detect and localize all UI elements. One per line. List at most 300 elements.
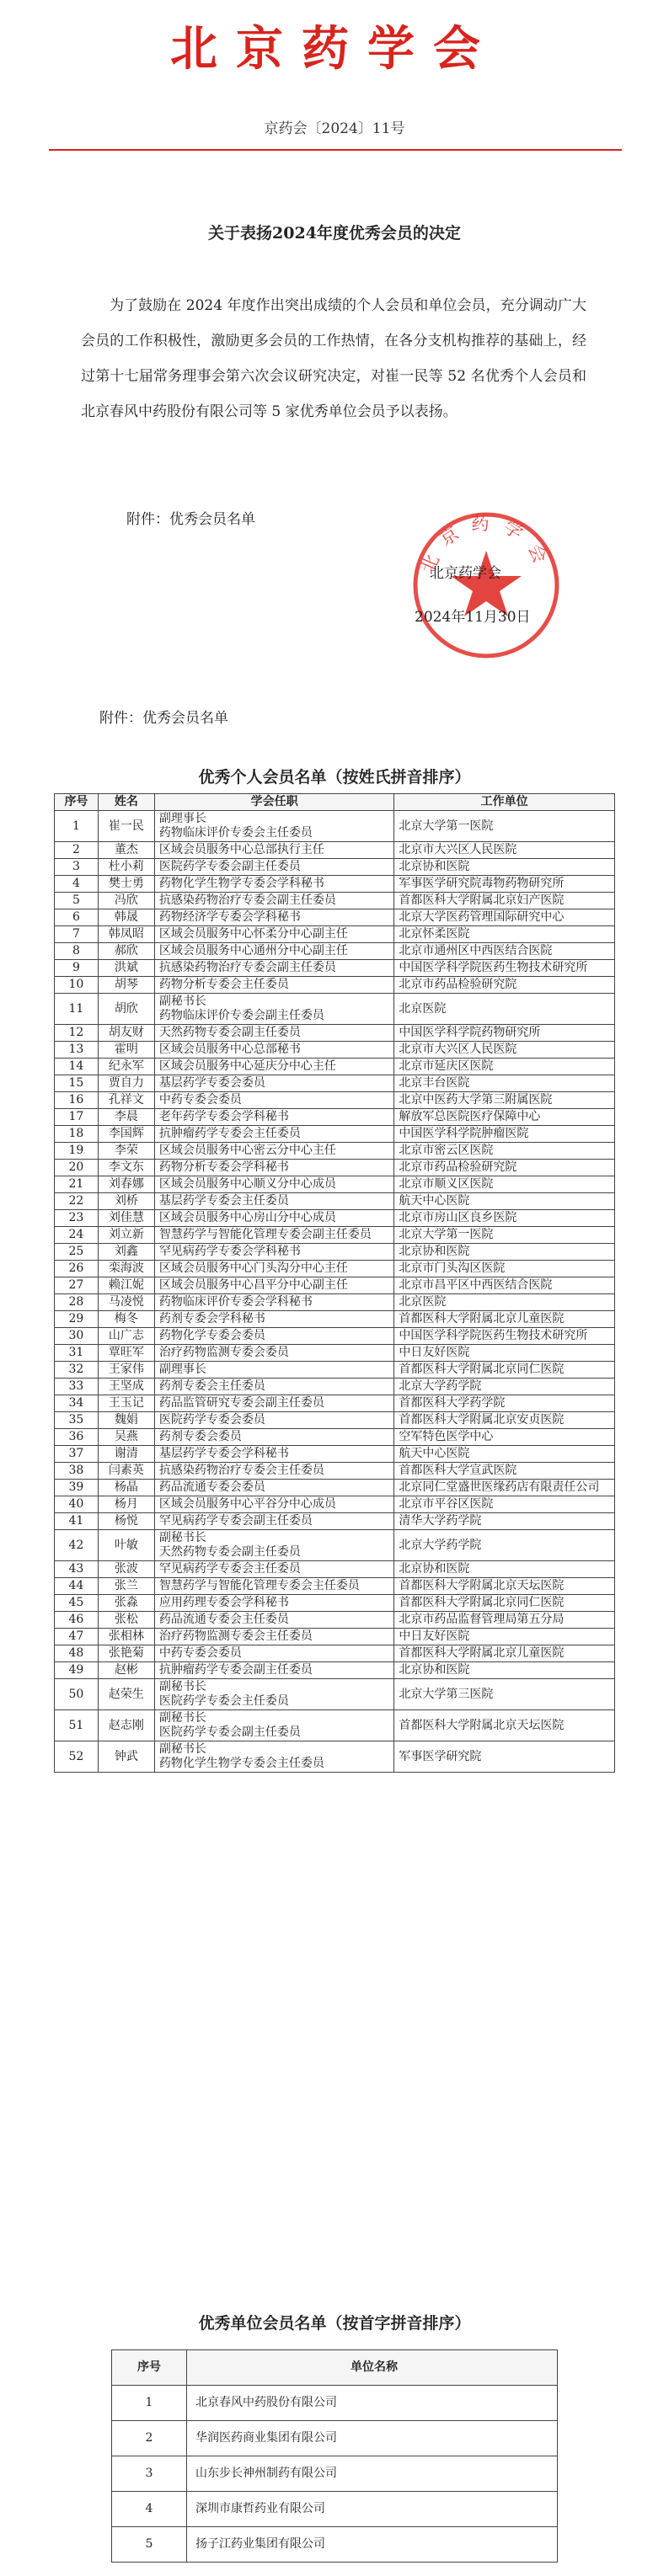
position-line: 基层药学专委会主任委员	[158, 1194, 289, 1208]
member-unit: 航天中心医院	[394, 1193, 615, 1210]
table-row	[55, 1345, 615, 1362]
row-number: 10	[55, 977, 99, 994]
member-unit: 北京同仁堂盛世医缘药店有限责任公司	[394, 1480, 615, 1496]
table-row	[55, 994, 615, 1025]
member-unit: 首都医科大学附属北京安贞医院	[394, 1412, 615, 1429]
member-position	[154, 1042, 394, 1059]
table-row	[55, 1513, 615, 1530]
position-line: 药品流通专委会委员	[158, 1480, 265, 1494]
member-name: 张艳菊	[98, 1645, 154, 1662]
row-number: 29	[55, 1311, 99, 1328]
table-row	[55, 1160, 615, 1176]
member-position	[154, 1395, 394, 1412]
member-position	[154, 842, 394, 859]
member-position	[154, 859, 394, 876]
row-number: 33	[55, 1379, 99, 1395]
row-number: 49	[55, 1662, 99, 1679]
table-row	[55, 1126, 615, 1143]
member-position	[154, 1741, 394, 1773]
member-unit: 北京市门头沟区医院	[394, 1261, 615, 1277]
member-name: 刘佳慧	[98, 1210, 154, 1227]
member-position	[154, 1362, 394, 1379]
header-unit-name: 单位名称	[187, 2350, 558, 2386]
member-unit: 北京大学药学院	[394, 1530, 615, 1561]
row-number: 1	[55, 811, 99, 842]
member-position	[154, 1513, 394, 1530]
member-name: 王家伟	[98, 1362, 154, 1379]
position-line: 药剂专委会主任委员	[158, 1379, 265, 1393]
member-name: 张淼	[98, 1595, 154, 1612]
row-number: 17	[55, 1109, 99, 1126]
member-unit: 首都医科大学附属北京同仁医院	[394, 1362, 615, 1379]
row-number: 23	[55, 1210, 99, 1227]
member-position	[154, 1160, 394, 1176]
position-line: 药物分析专委会学科秘书	[158, 1160, 289, 1174]
position-line: 药物临床评价专委会学科秘书	[158, 1295, 313, 1309]
member-name: 张相林	[98, 1629, 154, 1645]
table-row	[55, 1662, 615, 1679]
table-row	[55, 1612, 615, 1629]
row-number: 42	[55, 1530, 99, 1561]
member-name: 栾海波	[98, 1261, 154, 1277]
red-divider	[49, 149, 622, 151]
member-name: 刘鑫	[98, 1244, 154, 1261]
member-name: 纪永军	[98, 1059, 154, 1075]
member-unit: 北京市平谷区医院	[394, 1496, 615, 1513]
table-header-row	[112, 2350, 558, 2386]
position-line: 副秘书长	[158, 1531, 206, 1544]
unit-members-table	[111, 2349, 558, 2563]
member-unit: 北京大学第三医院	[394, 1679, 615, 1710]
member-position	[154, 1075, 394, 1092]
member-unit: 北京市药品检验研究院	[394, 977, 615, 994]
row-number: 7	[55, 926, 99, 943]
member-position	[154, 1446, 394, 1463]
member-name: 韩晟	[98, 909, 154, 926]
row-number: 20	[55, 1160, 99, 1176]
member-unit: 首都医科大学附属北京同仁医院	[394, 1595, 615, 1612]
row-number: 9	[55, 960, 99, 977]
member-name: 闫素英	[98, 1463, 154, 1480]
table-row	[55, 1362, 615, 1379]
member-position	[154, 960, 394, 977]
row-number: 16	[55, 1092, 99, 1109]
row-number: 13	[55, 1042, 99, 1059]
member-position	[154, 1496, 394, 1513]
member-position	[154, 1092, 394, 1109]
table-row	[55, 1210, 615, 1227]
position-line: 抗肿瘤药学专委会主任委员	[158, 1127, 301, 1140]
document-number: 京药会〔2024〕11号	[264, 120, 405, 137]
row-number: 52	[55, 1741, 99, 1773]
member-position	[154, 909, 394, 926]
member-unit: 北京市房山区良乡医院	[394, 1210, 615, 1227]
member-unit: 军事医学研究院	[394, 1741, 615, 1773]
row-number: 11	[55, 994, 99, 1025]
member-position	[154, 1294, 394, 1311]
table-row	[55, 1595, 615, 1612]
position-line: 基层药学专委会学科秘书	[158, 1447, 289, 1460]
member-position	[154, 1176, 394, 1193]
member-name: 杨晶	[98, 1480, 154, 1496]
table-row	[55, 1193, 615, 1210]
row-number: 39	[55, 1480, 99, 1496]
member-name: 赵荣生	[98, 1679, 154, 1710]
position-line: 区域会员服务中心总部秘书	[158, 1043, 301, 1056]
row-number: 4	[112, 2492, 187, 2527]
row-number: 41	[55, 1513, 99, 1530]
header-no: 序号	[55, 794, 99, 811]
position-line: 区域会员服务中心门头沟分中心主任	[158, 1261, 348, 1275]
position-line: 区域会员服务中心总部执行主任	[158, 843, 324, 856]
member-name: 梅冬	[98, 1311, 154, 1328]
position-line: 智慧药学与智能化管理专委会主任委员	[158, 1579, 360, 1592]
member-unit: 首都医科大学附属北京儿童医院	[394, 1645, 615, 1662]
row-number: 5	[55, 893, 99, 909]
table-row	[55, 893, 615, 909]
position-line: 罕见病药学专委会副主任委员	[158, 1514, 313, 1528]
member-unit: 中日友好医院	[394, 1345, 615, 1362]
table-row	[55, 1741, 615, 1773]
position-line: 区域会员服务中心怀柔分中心副主任	[158, 927, 348, 941]
unit-name: 扬子江药业集团有限公司	[187, 2527, 558, 2563]
member-name: 王坚成	[98, 1379, 154, 1395]
official-seal	[408, 507, 565, 664]
member-name: 郝欣	[98, 943, 154, 960]
table-row	[55, 859, 615, 876]
member-position	[154, 926, 394, 943]
row-number: 1	[112, 2386, 187, 2421]
row-number: 26	[55, 1261, 99, 1277]
position-line: 罕见病药学专委会主任委员	[158, 1562, 301, 1576]
member-position	[154, 1328, 394, 1345]
member-unit: 首都医科大学药学院	[394, 1395, 615, 1412]
table-row	[55, 1429, 615, 1446]
member-name: 董杰	[98, 842, 154, 859]
member-name: 钟武	[98, 1741, 154, 1773]
member-unit: 首都医科大学宣武医院	[394, 1463, 615, 1480]
member-unit: 北京医院	[394, 994, 615, 1025]
member-name: 霍明	[98, 1042, 154, 1059]
header-no: 序号	[112, 2350, 187, 2386]
header-name: 姓名	[98, 794, 154, 811]
row-number: 8	[55, 943, 99, 960]
position-line: 治疗药物监测专委会主任委员	[158, 1629, 313, 1643]
member-position	[154, 1530, 394, 1561]
table-row	[55, 811, 615, 842]
member-unit: 北京大学第一医院	[394, 1227, 615, 1244]
table-row	[55, 1176, 615, 1193]
signing-date: 2024年11月30日	[415, 609, 531, 626]
position-line: 治疗药物监测专委会委员	[158, 1346, 289, 1359]
table-row	[55, 1328, 615, 1345]
unit-name: 山东步长神州制药有限公司	[187, 2456, 558, 2492]
member-name: 魏娟	[98, 1412, 154, 1429]
row-number: 14	[55, 1059, 99, 1075]
seal-text: 北京药学会	[417, 513, 555, 578]
member-position	[154, 1244, 394, 1261]
row-number: 25	[55, 1244, 99, 1261]
member-position	[154, 1311, 394, 1328]
member-position	[154, 1710, 394, 1741]
position-line: 副理事长	[158, 1363, 206, 1376]
member-name: 吴燕	[98, 1429, 154, 1446]
member-name: 李文东	[98, 1160, 154, 1176]
member-name: 刘立新	[98, 1227, 154, 1244]
member-unit: 北京协和医院	[394, 859, 615, 876]
document-title: 关于表扬2024年度优秀会员的决定	[208, 224, 461, 243]
member-position	[154, 1025, 394, 1042]
member-unit: 首都医科大学附属北京天坛医院	[394, 1710, 615, 1741]
member-position	[154, 811, 394, 842]
position-line: 罕见病药学专委会学科秘书	[158, 1245, 301, 1258]
position-line: 药物化学专委会委员	[158, 1329, 265, 1342]
member-unit: 北京怀柔医院	[394, 926, 615, 943]
position-line: 药物分析专委会主任委员	[158, 978, 289, 991]
individual-members-table	[54, 793, 615, 1773]
row-number: 47	[55, 1629, 99, 1645]
member-position	[154, 1143, 394, 1160]
member-name: 山广志	[98, 1328, 154, 1345]
position-line: 药物临床评价专委会副主任委员	[158, 1009, 324, 1022]
table-row	[55, 977, 615, 994]
member-unit: 清华大学药学院	[394, 1513, 615, 1530]
position-line: 区域会员服务中心顺义分中心成员	[158, 1177, 336, 1191]
member-position	[154, 1193, 394, 1210]
row-number: 43	[55, 1561, 99, 1578]
member-position	[154, 1679, 394, 1710]
table-row	[55, 1530, 615, 1561]
member-unit: 北京大学第一医院	[394, 811, 615, 842]
row-number: 36	[55, 1429, 99, 1446]
member-name: 崔一民	[98, 811, 154, 842]
position-line: 副秘书长	[158, 1711, 206, 1725]
position-line: 副秘书长	[158, 1680, 206, 1693]
position-line: 区域会员服务中心昌平分中心副主任	[158, 1278, 348, 1292]
member-unit: 北京中医药大学第三附属医院	[394, 1092, 615, 1109]
member-unit: 北京市顺义区医院	[394, 1176, 615, 1193]
member-name: 张兰	[98, 1578, 154, 1595]
member-name: 赖江妮	[98, 1277, 154, 1294]
table-row	[55, 1710, 615, 1741]
table-row	[55, 1059, 615, 1075]
position-line: 区域会员服务中心延庆分中心主任	[158, 1059, 336, 1073]
table-row	[55, 1480, 615, 1496]
member-unit: 中国医学科学院医药生物技术研究所	[394, 960, 615, 977]
position-line: 药物化学生物学专委会学科秘书	[158, 877, 324, 890]
member-unit: 北京协和医院	[394, 1244, 615, 1261]
row-number: 4	[55, 876, 99, 893]
attachment-label: 附件：优秀会员名单	[99, 710, 228, 727]
position-line: 药剂专委会委员	[158, 1430, 242, 1443]
position-line: 副理事长	[158, 812, 206, 825]
row-number: 22	[55, 1193, 99, 1210]
table-row	[55, 1294, 615, 1311]
row-number: 6	[55, 909, 99, 926]
row-number: 2	[112, 2421, 187, 2456]
member-name: 李荣	[98, 1143, 154, 1160]
document-body	[81, 288, 586, 429]
unit-list-title: 优秀单位会员名单（按首字拼音排序）	[198, 2314, 471, 2333]
member-unit: 中日友好医院	[394, 1629, 615, 1645]
position-line: 区域会员服务中心房山分中心成员	[158, 1211, 336, 1224]
position-line: 药物化学生物学专委会主任委员	[158, 1757, 324, 1770]
member-unit: 中国医学科学院医药生物技术研究所	[394, 1328, 615, 1345]
position-line: 抗感染药物治疗专委会副主任委员	[158, 893, 336, 907]
position-line: 药物临床评价专委会主任委员	[158, 826, 313, 840]
row-number: 44	[55, 1578, 99, 1595]
member-name: 赵彬	[98, 1662, 154, 1679]
row-number: 5	[112, 2527, 187, 2563]
unit-name: 北京春风中药股份有限公司	[187, 2386, 558, 2421]
position-line: 抗肿瘤药学专委会副主任委员	[158, 1663, 313, 1677]
row-number: 34	[55, 1395, 99, 1412]
member-position	[154, 1612, 394, 1629]
member-unit: 中国医学科学院肿瘤医院	[394, 1126, 615, 1143]
row-number: 18	[55, 1126, 99, 1143]
member-unit: 北京市药品监督管理局第五分局	[394, 1612, 615, 1629]
member-unit: 北京市密云区医院	[394, 1143, 615, 1160]
member-unit: 北京协和医院	[394, 1561, 615, 1578]
position-line: 应用药理专委会学科秘书	[158, 1596, 289, 1609]
member-position	[154, 1126, 394, 1143]
position-line: 药品流通专委会主任委员	[158, 1613, 289, 1626]
member-name: 樊士勇	[98, 876, 154, 893]
member-unit: 中国医学科学院药物研究所	[394, 1025, 615, 1042]
position-line: 医院药学专委会委员	[158, 1413, 265, 1427]
member-position	[154, 1480, 394, 1496]
position-line: 区域会员服务中心平谷分中心成员	[158, 1497, 336, 1511]
position-line: 抗感染药物治疗专委会副主任委员	[158, 961, 336, 974]
member-position	[154, 1261, 394, 1277]
table-row	[55, 876, 615, 893]
attachment-inline: 附件：优秀会员名单	[126, 511, 255, 528]
member-unit: 北京大学药学院	[394, 1379, 615, 1395]
table-row	[55, 1042, 615, 1059]
table-row	[55, 1679, 615, 1710]
member-name: 胡友财	[98, 1025, 154, 1042]
member-unit: 北京医院	[394, 1294, 615, 1311]
member-position	[154, 1429, 394, 1446]
member-name: 张波	[98, 1561, 154, 1578]
signer: 北京药学会	[430, 565, 501, 582]
position-line: 区域会员服务中心通州分中心副主任	[158, 944, 348, 957]
member-name: 李晨	[98, 1109, 154, 1126]
member-position	[154, 1645, 394, 1662]
table-row	[55, 909, 615, 926]
member-name: 杨月	[98, 1496, 154, 1513]
row-number: 45	[55, 1595, 99, 1612]
member-name: 刘桥	[98, 1193, 154, 1210]
member-name: 张松	[98, 1612, 154, 1629]
member-unit: 解放军总医院医疗保障中心	[394, 1109, 615, 1126]
table-row	[55, 960, 615, 977]
position-line: 中药专委会委员	[158, 1646, 242, 1660]
position-line: 医院药学专委会副主任委员	[158, 1725, 301, 1739]
position-line: 老年药学专委会学科秘书	[158, 1110, 289, 1123]
table-row	[55, 1277, 615, 1294]
member-unit: 北京市昌平区中西医结合医院	[394, 1277, 615, 1294]
member-position	[154, 1277, 394, 1294]
member-name: 孔祥文	[98, 1092, 154, 1109]
table-row	[55, 1227, 615, 1244]
row-number: 48	[55, 1645, 99, 1662]
table-row	[55, 1463, 615, 1480]
member-name: 杨悦	[98, 1513, 154, 1530]
member-unit: 北京市大兴区人民医院	[394, 1042, 615, 1059]
header-position: 学会任职	[154, 794, 394, 811]
table-row	[55, 1379, 615, 1395]
table-row	[112, 2456, 558, 2492]
table-row	[55, 1025, 615, 1042]
member-position	[154, 1059, 394, 1075]
member-position	[154, 994, 394, 1025]
member-unit: 北京市延庆区医院	[394, 1059, 615, 1075]
member-unit: 北京市大兴区人民医院	[394, 842, 615, 859]
row-number: 30	[55, 1328, 99, 1345]
member-position	[154, 1662, 394, 1679]
position-line: 医院药学专委会主任委员	[158, 1694, 289, 1708]
position-line: 副秘书长	[158, 995, 206, 1008]
member-position	[154, 1595, 394, 1612]
table-row	[55, 1561, 615, 1578]
member-position	[154, 1109, 394, 1126]
row-number: 50	[55, 1679, 99, 1710]
table-row	[112, 2492, 558, 2527]
row-number: 2	[55, 842, 99, 859]
member-name: 贾自力	[98, 1075, 154, 1092]
member-name: 马凌悦	[98, 1294, 154, 1311]
row-number: 37	[55, 1446, 99, 1463]
position-line: 中药专委会委员	[158, 1093, 242, 1107]
position-line: 医院药学专委会副主任委员	[158, 860, 301, 873]
table-header-row	[55, 794, 615, 811]
row-number: 46	[55, 1612, 99, 1629]
row-number: 31	[55, 1345, 99, 1362]
member-name: 冯欣	[98, 893, 154, 909]
member-position	[154, 1345, 394, 1362]
member-unit: 首都医科大学附属北京天坛医院	[394, 1578, 615, 1595]
member-unit: 北京大学医药管理国际研究中心	[394, 909, 615, 926]
member-position	[154, 1578, 394, 1595]
position-line: 药品监管研究专委会副主任委员	[158, 1396, 324, 1410]
row-number: 38	[55, 1463, 99, 1480]
row-number: 19	[55, 1143, 99, 1160]
individual-list-title: 优秀个人会员名单（按姓氏拼音排序）	[198, 768, 471, 787]
row-number: 51	[55, 1710, 99, 1741]
row-number: 15	[55, 1075, 99, 1092]
member-unit: 首都医科大学附属北京妇产医院	[394, 893, 615, 909]
member-unit: 军事医学研究院毒物药物研究所	[394, 876, 615, 893]
member-name: 韩凤昭	[98, 926, 154, 943]
member-unit: 首都医科大学附属北京儿童医院	[394, 1311, 615, 1328]
table-row	[55, 943, 615, 960]
position-line: 抗感染药物治疗专委会主任委员	[158, 1464, 324, 1477]
body-paragraph: 为了鼓励在 2024 年度作出突出成绩的个人会员和单位会员，充分调动广大会员的工作积极性，激励更多会员的工作热情，在各分支机构推荐的基础上，经过第十七届常务理事会第六次会议研究决定，对崔一民等 52 名优秀个人会员和北京春风中药股份有限公司等 5 家优秀单位会员予以表扬。	[81, 297, 586, 420]
unit-name: 深圳市康哲药业有限公司	[187, 2492, 558, 2527]
row-number: 3	[55, 859, 99, 876]
member-name: 覃旺军	[98, 1345, 154, 1362]
member-position	[154, 1629, 394, 1645]
member-name: 谢清	[98, 1446, 154, 1463]
member-unit: 空军特色医学中心	[394, 1429, 615, 1446]
member-position	[154, 977, 394, 994]
table-row	[55, 1645, 615, 1662]
table-row	[112, 2421, 558, 2456]
position-line: 药物经济学专委会学科秘书	[158, 910, 301, 924]
member-position	[154, 1227, 394, 1244]
row-number: 21	[55, 1176, 99, 1193]
